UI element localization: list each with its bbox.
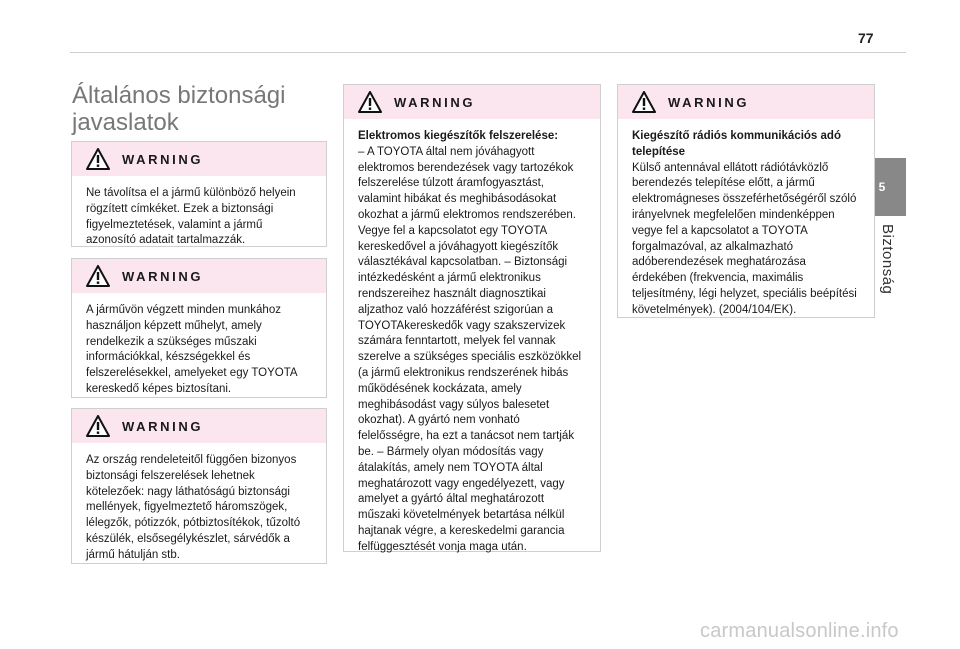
warning-text: A járművön végzett minden munkához használjon képzett műhelyt, amely rendelkezik a szükséges műszaki információkkal, készségekkel és felszerelésekkel, amelyeket egy TOYOTA kereskedő képes biztosítani.	[86, 304, 297, 395]
chapter-number: 5	[878, 180, 886, 194]
warning-header	[72, 142, 326, 176]
warning-text: Az ország rendeleteitől függően bizonyos biztonsági felszerelések lehetnek kötelezőek: nagy láthatóságú biztonsági mellények, figyelmeztető háromszögek, lélegzők, pótizzók, pótbiztosítékok, tűzoltó készülék, elsősegélykészlet, sárvédők a jármű hátulján stb.	[86, 454, 301, 561]
warning-triangle-icon	[86, 148, 110, 170]
warning-box-radio-transmitter	[617, 84, 875, 318]
warning-triangle-icon	[358, 91, 382, 113]
warning-header	[72, 409, 326, 443]
warning-title: WARNING	[122, 151, 204, 167]
warning-title: WARNING	[668, 94, 750, 110]
warning-lead: Elektromos kiegészítők felszerelése:	[358, 130, 559, 142]
warning-header	[618, 85, 874, 119]
warning-title: WARNING	[394, 94, 476, 110]
page-number: 77	[858, 30, 874, 46]
warning-body	[72, 176, 326, 249]
footer-watermark: carmanualsonline.info	[700, 620, 899, 642]
page-title: Általános biztonsági javaslatok	[72, 82, 286, 136]
top-divider	[70, 52, 906, 53]
warning-body	[72, 443, 326, 564]
warning-title: WARNING	[122, 418, 204, 434]
warning-text: – A TOYOTA által nem jóváhagyott elektromos berendezések vagy tartozékok felszerelése túlzott áramfogyasztást, valamint hibákat és meghibásodásokat okozhat a jármű elektromos rendszerében. Vegye fel a kapcsolatot egy TOYOTA kereskedővel a jóváhagyott kiegészítők választékával kapcsolatban. – Biztonsági intézkedésként a jármű elektronikus rendszereihez használt diagnosztikai aljzathoz való hozzáférést szigorúan a TOYOTAkereskedők vagy szakszervizek számára fenntartott, melyek fel vannak szerelve a szükséges speciális eszközökkel (a jármű elektronikus rendszerének hibás működésének kockázata, amely meghibásodást vagy súlyos balesetet okozhat). A gyártó nem vonható felelősségre, ha ezt a tanácsot nem tartják be. – Bármely olyan módosítás vagy átalakítás, amely nem TOYOTA által meghatározott vagy engedélyezett, vagy amelyet a gyártó által meghatározott műszaki követelmények betartása nélkül hajtanak végre, a kereskedelmi garancia felfüggesztését vonja maga után.	[358, 145, 582, 553]
warning-body	[344, 119, 600, 556]
warning-box-equipment	[71, 408, 327, 564]
warning-body	[618, 119, 874, 319]
warning-body	[72, 293, 326, 398]
warning-lead: Kiegészítő rádiós kommunikációs adó telepítése	[632, 130, 841, 158]
warning-text: Ne távolítsa el a jármű különböző helyein rögzített címkéket. Ezek a biztonsági figyelmeztetések, valamint a jármű azonosító adatait tartalmazzák.	[86, 187, 296, 247]
warning-triangle-icon	[86, 415, 110, 437]
warning-box-electrical-accessories	[343, 84, 601, 552]
warning-box-labels	[71, 141, 327, 247]
warning-title: WARNING	[122, 268, 204, 284]
warning-text: Külső antennával ellátott rádiótávközlő berendezés telepítése előtt, a jármű elektromágneses összeférhetőségéről szóló irányelvnek megfelelően mindenképpen vegye fel a kapcsolatot a TOYOTA forgalmazóval, az alkalmazható adóberendezések meghatározása érdekében (frekvencia, maximális teljesítmény, légi helyzet, speciális beépítési követelmények). (2004/104/EK).	[632, 161, 857, 316]
warning-box-workshop	[71, 258, 327, 398]
warning-triangle-icon	[86, 265, 110, 287]
warning-triangle-icon	[632, 91, 656, 113]
warning-header	[72, 259, 326, 293]
warning-header	[344, 85, 600, 119]
chapter-label: Biztonság	[879, 224, 896, 295]
